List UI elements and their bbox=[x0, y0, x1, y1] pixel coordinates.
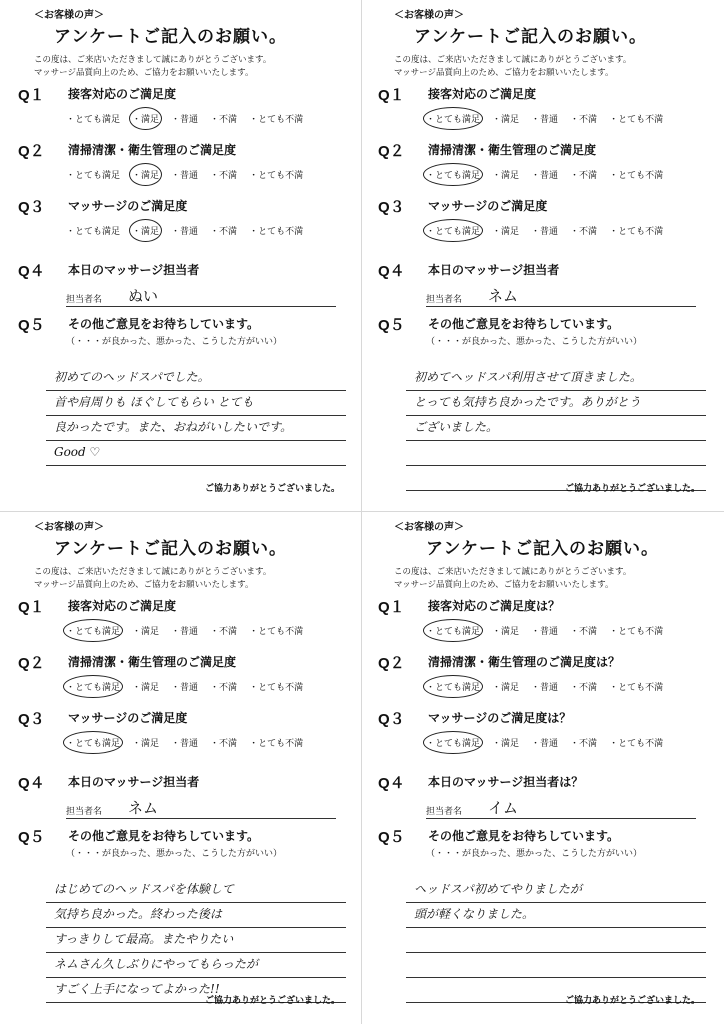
rating-options bbox=[66, 224, 315, 237]
rating-option[interactable]: ・満足 bbox=[492, 115, 520, 125]
question-text: マッサージのご満足度 bbox=[428, 199, 548, 213]
intro-text bbox=[394, 54, 631, 80]
comment-line: 首や肩周りも ほぐしてもらい とても bbox=[46, 391, 346, 416]
comment-line: 気持ち良かった。終わった後は bbox=[46, 903, 346, 928]
intro-line: この度は、ご来店いただきまして誠にありがとうございます。 bbox=[394, 567, 632, 577]
survey-title: アンケートご記入のお願い。 bbox=[54, 539, 287, 559]
comment-area[interactable] bbox=[46, 366, 346, 466]
rating-options bbox=[66, 112, 315, 125]
rating-option[interactable]: ・普通 bbox=[531, 171, 559, 181]
staff-name-field[interactable] bbox=[66, 286, 336, 307]
rating-option-selected[interactable]: ・とても満足 bbox=[66, 736, 120, 749]
intro-line: マッサージ品質向上のため、ご協力をお願いいたします。 bbox=[394, 68, 614, 78]
rating-option[interactable]: ・普通 bbox=[171, 171, 199, 181]
rating-options bbox=[426, 736, 675, 749]
comment-line: 初めてヘッドスパ利用させて頂きました。 bbox=[406, 366, 706, 391]
rating-option[interactable]: ・不満 bbox=[570, 115, 598, 125]
question-3 bbox=[378, 708, 714, 753]
comment-line: はじめてのヘッドスパを体験して bbox=[46, 878, 346, 903]
question-number: Q１ bbox=[18, 599, 45, 616]
rating-option[interactable]: ・とても不満 bbox=[249, 227, 304, 237]
rating-options bbox=[66, 736, 315, 749]
question-number: Q２ bbox=[378, 655, 405, 672]
question-3 bbox=[18, 708, 354, 753]
customer-voice-tag: ＜お客様の声＞ bbox=[394, 10, 464, 21]
question-number: Q５ bbox=[18, 317, 45, 334]
rating-option-selected[interactable]: ・満足 bbox=[132, 168, 159, 181]
question-1 bbox=[378, 84, 714, 129]
question-1 bbox=[18, 596, 354, 641]
rating-option[interactable]: ・とても不満 bbox=[609, 171, 664, 181]
intro-line: マッサージ品質向上のため、ご協力をお願いいたします。 bbox=[34, 68, 254, 78]
horizontal-divider bbox=[0, 511, 724, 512]
rating-option[interactable]: ・普通 bbox=[531, 683, 559, 693]
question-2 bbox=[378, 652, 714, 697]
thanks-text: ご協力ありがとうございました。 bbox=[564, 484, 700, 494]
question-number: Q１ bbox=[378, 599, 405, 616]
rating-option-selected[interactable]: ・とても満足 bbox=[426, 112, 480, 125]
thanks-text: ご協力ありがとうございました。 bbox=[204, 996, 340, 1006]
rating-option[interactable]: ・とても不満 bbox=[609, 683, 664, 693]
rating-option[interactable]: ・満足 bbox=[132, 627, 160, 637]
question-number: Q４ bbox=[378, 775, 405, 792]
question-number: Q１ bbox=[18, 87, 45, 104]
intro-text bbox=[394, 566, 631, 592]
rating-option[interactable]: ・満足 bbox=[492, 227, 520, 237]
customer-voice-tag: ＜お客様の声＞ bbox=[34, 522, 104, 533]
rating-option[interactable]: ・不満 bbox=[210, 683, 238, 693]
question-text: 接客対応のご満足度は？ bbox=[428, 599, 561, 613]
rating-option[interactable]: ・普通 bbox=[171, 115, 199, 125]
rating-option[interactable]: ・不満 bbox=[210, 739, 238, 749]
question-text: マッサージのご満足度 bbox=[68, 711, 188, 725]
intro-line: この度は、ご来店いただきまして誠にありがとうございます。 bbox=[34, 55, 272, 65]
comment-line: 良かったです。また、おねがいしたいです。 bbox=[46, 416, 346, 441]
question-1 bbox=[18, 84, 354, 129]
thanks-text: ご協力ありがとうございました。 bbox=[564, 996, 700, 1006]
question-2 bbox=[18, 652, 354, 697]
question-subtext: （・・・が良かった、悪かった、こうした方がいい） bbox=[66, 849, 283, 859]
question-number: Q３ bbox=[378, 199, 405, 216]
rating-option[interactable]: ・満足 bbox=[132, 739, 160, 749]
rating-options bbox=[426, 680, 675, 693]
rating-option[interactable]: ・とても不満 bbox=[609, 115, 664, 125]
question-number: Q４ bbox=[18, 263, 45, 280]
rating-option-selected[interactable]: ・満足 bbox=[132, 112, 159, 125]
intro-line: この度は、ご来店いただきまして誠にありがとうございます。 bbox=[394, 55, 632, 65]
thanks-text: ご協力ありがとうございました。 bbox=[204, 484, 340, 494]
question-text: その他ご意見をお待ちしています。 bbox=[428, 829, 620, 843]
question-number: Q２ bbox=[18, 655, 45, 672]
rating-option[interactable]: ・普通 bbox=[171, 683, 199, 693]
comment-area[interactable] bbox=[406, 366, 706, 491]
survey-card-2 bbox=[366, 4, 716, 504]
staff-name-value: ネム bbox=[488, 287, 519, 305]
question-number: Q４ bbox=[18, 775, 45, 792]
staff-name-label: 担当者名 bbox=[426, 295, 463, 305]
question-text: 清掃清潔・衛生管理のご満足度は？ bbox=[428, 655, 621, 669]
rating-option[interactable]: ・不満 bbox=[210, 115, 238, 125]
rating-option[interactable]: ・普通 bbox=[531, 739, 559, 749]
staff-name-value: イム bbox=[488, 799, 519, 817]
rating-options bbox=[426, 168, 675, 181]
rating-options bbox=[426, 624, 675, 637]
intro-text bbox=[34, 566, 271, 592]
question-text: マッサージのご満足度は？ bbox=[428, 711, 572, 725]
question-subtext: （・・・が良かった、悪かった、こうした方がいい） bbox=[426, 337, 643, 347]
rating-option[interactable]: ・とても不満 bbox=[609, 227, 664, 237]
rating-option[interactable]: ・とても不満 bbox=[249, 171, 304, 181]
rating-option[interactable]: ・とても不満 bbox=[609, 739, 664, 749]
rating-option-selected[interactable]: ・とても満足 bbox=[66, 680, 120, 693]
question-text: 本日のマッサージ担当者 bbox=[428, 263, 560, 277]
staff-name-value: ネム bbox=[128, 799, 159, 817]
rating-option-selected[interactable]: ・とても満足 bbox=[426, 224, 480, 237]
question-1 bbox=[378, 596, 714, 641]
rating-options bbox=[66, 168, 315, 181]
comment-line: 初めてのヘッドスパでした。 bbox=[46, 366, 346, 391]
question-number: Q３ bbox=[378, 711, 405, 728]
rating-option[interactable]: ・普通 bbox=[171, 627, 199, 637]
rating-option[interactable]: ・普通 bbox=[531, 227, 559, 237]
question-text: マッサージのご満足度 bbox=[68, 199, 188, 213]
rating-option[interactable]: ・普通 bbox=[171, 739, 199, 749]
question-2 bbox=[18, 140, 354, 185]
comment-line: すごく上手になってよかった!! bbox=[46, 978, 346, 1003]
customer-voice-tag: ＜お客様の声＞ bbox=[394, 522, 464, 533]
question-number: Q２ bbox=[378, 143, 405, 160]
comment-area[interactable] bbox=[46, 878, 346, 1003]
rating-options bbox=[426, 224, 675, 237]
rating-option-selected[interactable]: ・とても満足 bbox=[66, 624, 120, 637]
rating-option[interactable]: ・満足 bbox=[492, 627, 520, 637]
rating-option[interactable]: ・普通 bbox=[531, 627, 559, 637]
survey-card-4 bbox=[366, 516, 716, 1016]
rating-option[interactable]: ・とても不満 bbox=[249, 683, 304, 693]
rating-option[interactable]: ・満足 bbox=[492, 739, 520, 749]
rating-option[interactable]: ・とても満足 bbox=[66, 227, 121, 237]
comment-line: ヘッドスパ初めてやりましたが bbox=[406, 878, 706, 903]
question-subtext: （・・・が良かった、悪かった、こうした方がいい） bbox=[426, 849, 643, 859]
rating-option[interactable]: ・とても不満 bbox=[609, 627, 664, 637]
rating-option[interactable]: ・普通 bbox=[531, 115, 559, 125]
comment-line: ございました。 bbox=[406, 416, 706, 441]
staff-name-field[interactable] bbox=[426, 798, 696, 819]
rating-option[interactable]: ・満足 bbox=[492, 683, 520, 693]
survey-title: アンケートご記入のお願い。 bbox=[414, 27, 647, 47]
question-subtext: （・・・が良かった、悪かった、こうした方がいい） bbox=[66, 337, 283, 347]
question-number: Q４ bbox=[378, 263, 405, 280]
staff-name-label: 担当者名 bbox=[66, 807, 103, 817]
staff-name-label: 担当者名 bbox=[66, 295, 103, 305]
rating-option[interactable]: ・不満 bbox=[570, 171, 598, 181]
comment-line: すっきりして最高。またやりたい bbox=[46, 928, 346, 953]
rating-option[interactable]: ・普通 bbox=[171, 227, 199, 237]
question-text: その他ご意見をお待ちしています。 bbox=[68, 829, 260, 843]
survey-title: アンケートご記入のお願い。 bbox=[426, 539, 659, 559]
rating-option[interactable]: ・不満 bbox=[210, 627, 238, 637]
question-text: 清掃清潔・衛生管理のご満足度 bbox=[428, 143, 597, 157]
question-3 bbox=[378, 196, 714, 241]
staff-name-value: ぬい bbox=[128, 287, 159, 305]
question-text: 接客対応のご満足度 bbox=[68, 87, 177, 101]
survey-title: アンケートご記入のお願い。 bbox=[54, 27, 287, 47]
intro-text bbox=[34, 54, 271, 80]
rating-option[interactable]: ・とても不満 bbox=[249, 115, 304, 125]
rating-option[interactable]: ・不満 bbox=[210, 227, 238, 237]
comment-line: 頭が軽くなりました。 bbox=[406, 903, 706, 928]
question-text: 清掃清潔・衛生管理のご満足度 bbox=[68, 143, 237, 157]
rating-option[interactable]: ・とても満足 bbox=[66, 115, 121, 125]
rating-option-selected[interactable]: ・とても満足 bbox=[426, 736, 480, 749]
question-text: その他ご意見をお待ちしています。 bbox=[428, 317, 620, 331]
rating-option[interactable]: ・とても満足 bbox=[66, 171, 121, 181]
rating-option[interactable]: ・不満 bbox=[570, 627, 598, 637]
staff-name-field[interactable] bbox=[426, 286, 696, 307]
question-number: Q３ bbox=[18, 711, 45, 728]
comment-line bbox=[406, 928, 706, 953]
question-number: Q５ bbox=[18, 829, 45, 846]
question-text: その他ご意見をお待ちしています。 bbox=[68, 317, 260, 331]
comment-area[interactable] bbox=[406, 878, 706, 1003]
rating-option[interactable]: ・不満 bbox=[210, 171, 238, 181]
rating-option[interactable]: ・とても不満 bbox=[249, 739, 304, 749]
staff-name-field[interactable] bbox=[66, 798, 336, 819]
rating-option-selected[interactable]: ・とても満足 bbox=[426, 168, 480, 181]
intro-line: マッサージ品質向上のため、ご協力をお願いいたします。 bbox=[394, 580, 614, 590]
question-text: 本日のマッサージ担当者は？ bbox=[428, 775, 584, 789]
question-number: Q３ bbox=[18, 199, 45, 216]
comment-line: Good ♡ bbox=[46, 441, 346, 466]
question-text: 接客対応のご満足度 bbox=[428, 87, 537, 101]
rating-option[interactable]: ・とても不満 bbox=[249, 627, 304, 637]
question-3 bbox=[18, 196, 354, 241]
rating-option[interactable]: ・不満 bbox=[570, 739, 598, 749]
question-text: 接客対応のご満足度 bbox=[68, 599, 177, 613]
intro-line: この度は、ご来店いただきまして誠にありがとうございます。 bbox=[34, 567, 272, 577]
question-number: Q２ bbox=[18, 143, 45, 160]
comment-line: ネムさん久しぶりにやってもらったが bbox=[46, 953, 346, 978]
question-text: 本日のマッサージ担当者 bbox=[68, 263, 200, 277]
rating-option-selected[interactable]: ・満足 bbox=[132, 224, 159, 237]
rating-option[interactable]: ・満足 bbox=[492, 171, 520, 181]
rating-option-selected[interactable]: ・とても満足 bbox=[426, 624, 480, 637]
comment-line bbox=[406, 953, 706, 978]
customer-voice-tag: ＜お客様の声＞ bbox=[34, 10, 104, 21]
question-2 bbox=[378, 140, 714, 185]
rating-option[interactable]: ・満足 bbox=[132, 683, 160, 693]
question-number: Q１ bbox=[378, 87, 405, 104]
comment-line bbox=[406, 441, 706, 466]
question-text: 清掃清潔・衛生管理のご満足度 bbox=[68, 655, 237, 669]
rating-options bbox=[66, 624, 315, 637]
vertical-divider bbox=[361, 0, 362, 1024]
comment-line: とっても気持ち良かったです。ありがとう bbox=[406, 391, 706, 416]
question-text: 本日のマッサージ担当者 bbox=[68, 775, 200, 789]
question-number: Q５ bbox=[378, 317, 405, 334]
question-number: Q５ bbox=[378, 829, 405, 846]
rating-options bbox=[426, 112, 675, 125]
staff-name-label: 担当者名 bbox=[426, 807, 463, 817]
rating-option-selected[interactable]: ・とても満足 bbox=[426, 680, 480, 693]
rating-options bbox=[66, 680, 315, 693]
survey-card-1 bbox=[6, 4, 356, 504]
survey-card-3 bbox=[6, 516, 356, 1016]
rating-option[interactable]: ・不満 bbox=[570, 227, 598, 237]
rating-option[interactable]: ・不満 bbox=[570, 683, 598, 693]
intro-line: マッサージ品質向上のため、ご協力をお願いいたします。 bbox=[34, 580, 254, 590]
